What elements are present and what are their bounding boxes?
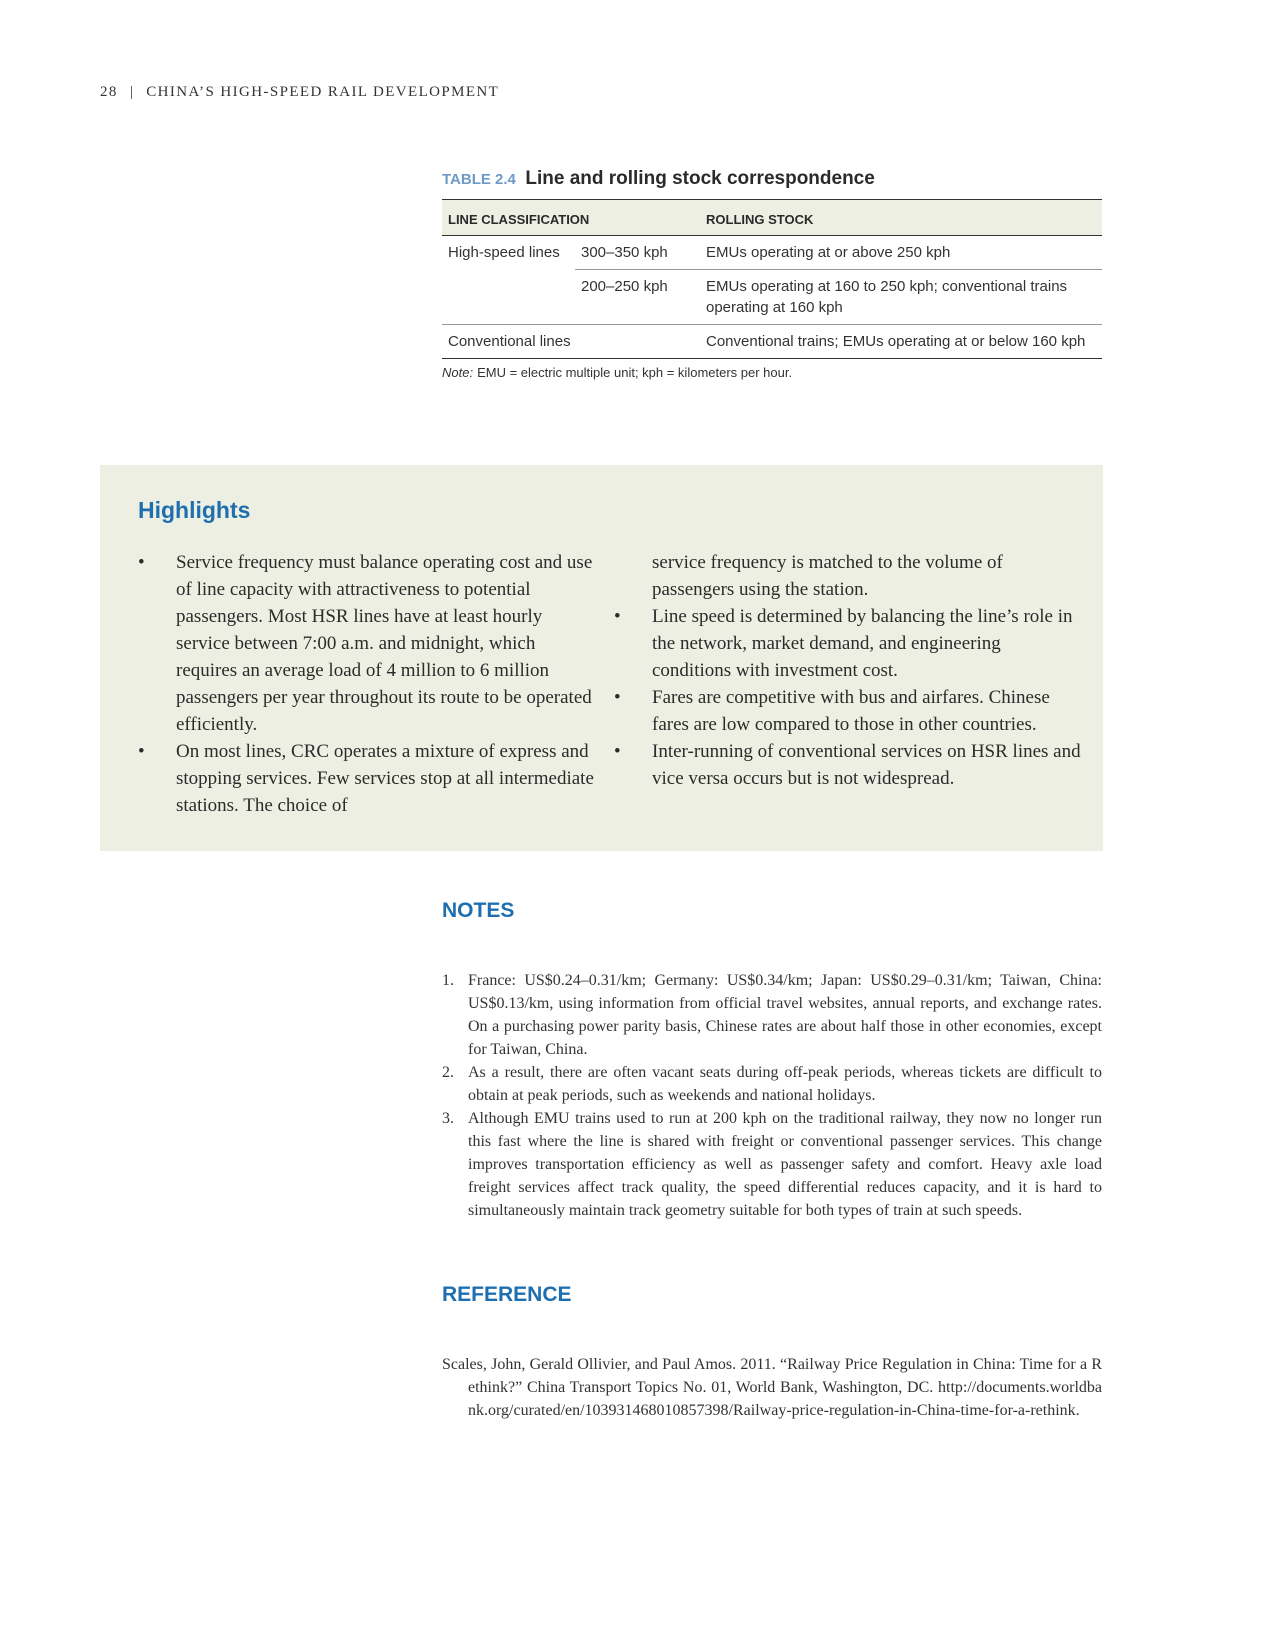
cell-conv-stock: Conventional trains; EMUs operating at or below 160 kph bbox=[700, 325, 1102, 359]
notes-heading: NOTES bbox=[442, 899, 515, 922]
table-row bbox=[442, 325, 1102, 359]
cell-hsr-speed-2: 200–250 kph bbox=[575, 270, 700, 325]
table-caption bbox=[442, 168, 1102, 190]
highlight-continuation: service frequency is matched to the volume of passengers using the station. bbox=[652, 552, 1003, 600]
table-2-4 bbox=[442, 168, 1102, 380]
highlights-column-right bbox=[614, 549, 1084, 792]
list-item bbox=[614, 603, 1084, 684]
rolling-stock-table bbox=[442, 199, 1102, 359]
note-number: 2. bbox=[442, 1064, 454, 1081]
list-item bbox=[442, 1107, 1102, 1222]
header-rolling-stock: ROLLING STOCK bbox=[700, 200, 1102, 236]
highlights-column-left bbox=[138, 549, 598, 819]
list-item bbox=[442, 969, 1102, 1061]
running-head bbox=[100, 84, 499, 101]
list-item bbox=[138, 549, 598, 738]
highlight-text: Service frequency must balance operating cost and use of line capacity with attractiveness to potential passengers. Most HSR lines have at least hourly service between 7:00 a.m. and midnight, which requires an average load of 4 million to 6 million passengers per year throughout its route to be operated efficiently. bbox=[176, 552, 593, 735]
table-note-label: Note: bbox=[442, 365, 474, 380]
table-label: TABLE 2.4 bbox=[442, 171, 516, 188]
table-header-row bbox=[442, 200, 1102, 236]
running-head-separator: | bbox=[129, 84, 135, 100]
bullet-icon: • bbox=[614, 606, 621, 627]
page-number: 28 bbox=[100, 84, 118, 100]
table-title: Line and rolling stock correspondence bbox=[525, 168, 875, 189]
note-text: As a result, there are often vacant seats during off-peak periods, whereas tickets are difficult to obtain at peak periods, such as weekends and national holidays. bbox=[468, 1064, 1102, 1104]
bullet-icon: • bbox=[138, 741, 145, 762]
highlight-text: Inter-running of conventional services on HSR lines and vice versa occurs but is not widespread. bbox=[652, 741, 1081, 789]
highlights-box bbox=[100, 465, 1103, 851]
header-line-classification: LINE CLASSIFICATION bbox=[442, 200, 700, 236]
cell-hsr-stock-2: EMUs operating at 160 to 250 kph; conventional trains operating at 160 kph bbox=[700, 270, 1102, 325]
highlight-text: On most lines, CRC operates a mixture of express and stopping services. Few services stop at all intermediate stations. The choice of bbox=[176, 741, 594, 816]
highlight-text: Fares are competitive with bus and airfares. Chinese fares are low compared to those in other countries. bbox=[652, 687, 1050, 735]
list-item bbox=[138, 738, 598, 819]
bullet-icon: • bbox=[614, 687, 621, 708]
note-text: France: US$0.24–0.31/km; Germany: US$0.34/km; Japan: US$0.29–0.31/km; Taiwan, China: US$0.13/km, using information from official travel websites, annual reports, and exchange rates. On a purchasing power parity basis, Chinese rates are about half those in other economies, except for Taiwan, China. bbox=[468, 972, 1102, 1058]
note-text: Although EMU trains used to run at 200 kph on the traditional railway, they now no longer run this fast where the line is shared with freight or conventional passenger services. This change improves transportation efficiency as well as passenger safety and comfort. Heavy axle load freight services affect track quality, the speed differential reduces capacity, and it is hard to simultaneously maintain track geometry suitable for both types of train at such speeds. bbox=[468, 1110, 1102, 1219]
note-number: 1. bbox=[442, 972, 454, 989]
cell-conv-label: Conventional lines bbox=[442, 325, 700, 359]
table-row bbox=[442, 236, 1102, 270]
cell-hsr-label: High-speed lines bbox=[442, 236, 575, 325]
highlights-title: Highlights bbox=[138, 497, 251, 523]
notes-list bbox=[442, 969, 1102, 1222]
table-note bbox=[442, 365, 1102, 380]
bullet-icon: • bbox=[614, 741, 621, 762]
list-item bbox=[614, 684, 1084, 738]
note-number: 3. bbox=[442, 1110, 454, 1127]
table-note-text: EMU = electric multiple unit; kph = kilometers per hour. bbox=[477, 365, 793, 380]
reference-heading: REFERENCE bbox=[442, 1283, 572, 1306]
cell-hsr-speed-1: 300–350 kph bbox=[575, 236, 700, 270]
running-head-title: CHINA’S HIGH-SPEED RAIL DEVELOPMENT bbox=[146, 84, 500, 100]
bullet-icon: • bbox=[138, 552, 145, 573]
cell-hsr-stock-1: EMUs operating at or above 250 kph bbox=[700, 236, 1102, 270]
list-item bbox=[614, 738, 1084, 792]
highlight-text: Line speed is determined by balancing the line’s role in the network, market demand, and engineering conditions with investment cost. bbox=[652, 606, 1073, 681]
list-item bbox=[442, 1061, 1102, 1107]
reference-entry: Scales, John, Gerald Ollivier, and Paul Amos. 2011. “Railway Price Regulation in China: Time for a Rethink?” China Transport Topics No. 01, World Bank, Washington, DC. http://documents.worldbank.org/curated/en/103931468010857398/Railway-price-regulation-in-China-time-for-a-rethink. bbox=[442, 1356, 1102, 1419]
